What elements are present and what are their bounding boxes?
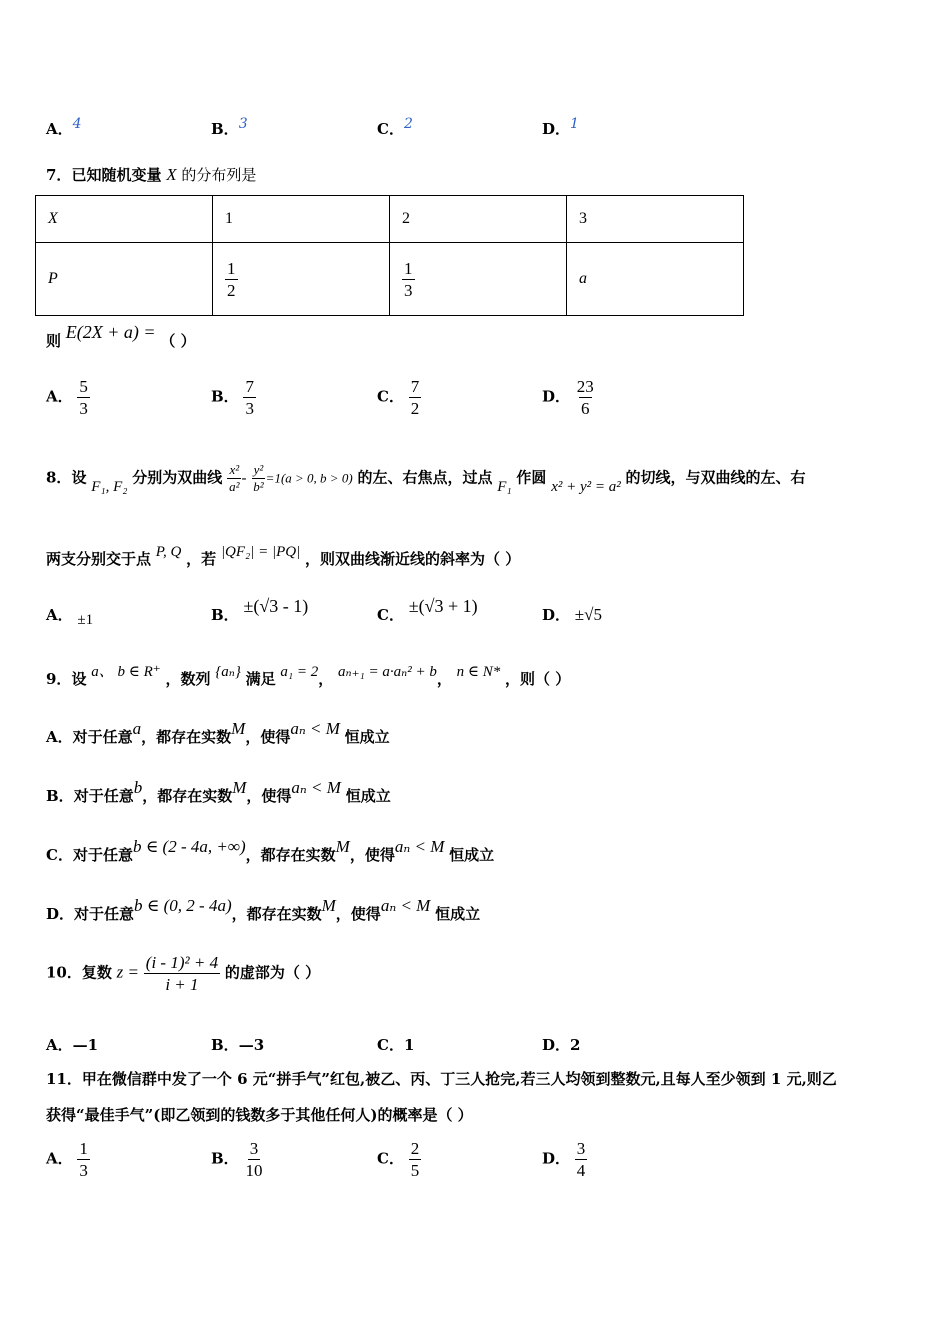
fraction: $\frac{1}{3}$: [404, 258, 413, 300]
fraction: $\frac{1}{3}$: [79, 1139, 88, 1180]
q11-stem-line1: 11．甲在微信群中发了一个 6 元“拼手气”红包,被乙、丙、丁三人抢完,若三人均领到整数元,且每人至少领到 1 元,则乙: [46, 1070, 837, 1088]
q6-option-c[interactable]: C．2: [377, 116, 413, 138]
fraction: $\frac{7}{2}$: [410, 377, 420, 418]
fraction: $\frac{\text{(i - 1)² + 4}}{i + 1}$: [145, 953, 219, 994]
q10-option-d[interactable]: D．2: [542, 1036, 581, 1054]
q7-option-d[interactable]: D． $\frac{23}{6}$: [542, 377, 594, 418]
fraction: $\frac{3}{10}$: [245, 1139, 263, 1180]
q11-option-c[interactable]: C． $\frac{2}{5}$: [377, 1139, 420, 1180]
hyperbola-y-term: $\frac{\text{y²}}{\text{b²}}$: [253, 462, 264, 494]
fraction: $\frac{5}{3}$: [79, 377, 88, 418]
q9-option-d[interactable]: D．对于任意b ∈ (0, 2 - 4a)，都存在实数M，使得aₙ < M 恒成立: [46, 896, 481, 923]
q6-option-a[interactable]: A．4: [46, 116, 82, 138]
q8-stem-line2: 两支分别交于点 P, Q ，若 |QF₂| = |PQ| ，则双曲线渐近线的斜率为（ ）: [46, 544, 521, 568]
table-cell: [390, 243, 567, 316]
q9-stem: 9．设 a、 b ∈ R⁺ ，数列 {aₙ} 满足 a₁ = 2， aₙ₊₁ = a·aₙ² + b， n ∈ N* ，则（ ）: [46, 664, 571, 688]
q9-option-b[interactable]: B．对于任意b，都存在实数M，使得aₙ < M 恒成立: [46, 778, 391, 805]
q8-option-c[interactable]: C． ±(√3 + 1): [377, 596, 478, 624]
q8-stem-line1: 8．设 F₁, F₂ 分别为双曲线 $\frac{\text{x²}}{\text{a²}}$ - $\frac{\text{y²}}{\text{b²}}$ =1(a > 0, b > 0) 的左、右焦点，过点 F₁ 作圆 x² + y² = a² 的切线，与双曲线的左、右: [46, 462, 806, 495]
option-value: 2: [403, 116, 413, 132]
q11-option-d[interactable]: D． $\frac{3}{4}$: [542, 1139, 586, 1180]
q7-option-c[interactable]: C． $\frac{7}{2}$: [377, 377, 420, 418]
fraction: $\frac{1}{2}$: [227, 258, 236, 300]
q10-option-b[interactable]: B．—3: [211, 1036, 265, 1054]
table-row: [36, 196, 744, 243]
q11-stem-line2: 获得“最佳手气”(即乙领到的钱数多于其他任何人)的概率是（ ）: [46, 1106, 473, 1124]
table-row: [36, 243, 744, 316]
q9-option-a[interactable]: A．对于任意a，都存在实数M，使得aₙ < M 恒成立: [46, 719, 390, 746]
table-cell: [213, 243, 390, 316]
q11-option-a[interactable]: A． $\frac{1}{3}$: [46, 1139, 88, 1180]
q7-option-a[interactable]: A． $\frac{5}{3}$: [46, 377, 88, 418]
fraction: $\frac{7}{3}$: [245, 377, 254, 418]
q10-option-c[interactable]: C．1: [377, 1036, 415, 1054]
option-value: 3: [238, 116, 248, 132]
fraction: $\frac{2}{5}$: [410, 1139, 420, 1180]
table-cell: 2: [390, 196, 567, 243]
q8-option-a[interactable]: A． ±1: [46, 606, 94, 628]
table-cell: X: [36, 196, 213, 243]
q6-option-d[interactable]: D．1: [542, 116, 579, 138]
table-cell: 3: [567, 196, 744, 243]
fraction: $\frac{23}{6}$: [576, 377, 594, 418]
table-cell: 1: [213, 196, 390, 243]
q7-stem: 7．已知随机变量 X 的分布列是: [46, 165, 257, 184]
q7-question: 则 E(2X + a) = （ ）: [46, 322, 196, 350]
q8-option-b[interactable]: B． ±(√3 - 1): [211, 596, 309, 624]
distribution-table: [35, 195, 744, 316]
q6-option-b[interactable]: B．3: [211, 116, 248, 138]
q7-option-b[interactable]: B． $\frac{7}{3}$: [211, 377, 254, 418]
q8-option-d[interactable]: D． ±√5: [542, 605, 602, 624]
q11-option-b[interactable]: B． $\frac{3}{10}$: [211, 1139, 263, 1180]
q10-option-a[interactable]: A．—1: [46, 1036, 99, 1054]
option-value: 4: [72, 116, 82, 132]
q10-stem: 10．复数 z = $\frac{\text{(i - 1)² + 4}}{i + 1}$ 的虚部为（ ）: [46, 953, 321, 994]
table-cell: a: [567, 243, 744, 316]
hyperbola-x-term: $\frac{\text{x²}}{\text{a²}}$: [229, 462, 240, 494]
fraction: $\frac{3}{4}$: [576, 1139, 586, 1180]
option-value: 1: [570, 116, 579, 132]
q9-option-c[interactable]: C．对于任意b ∈ (2 - 4a, +∞)，都存在实数M，使得aₙ < M 恒成立: [46, 837, 495, 864]
table-cell: P: [36, 243, 213, 316]
